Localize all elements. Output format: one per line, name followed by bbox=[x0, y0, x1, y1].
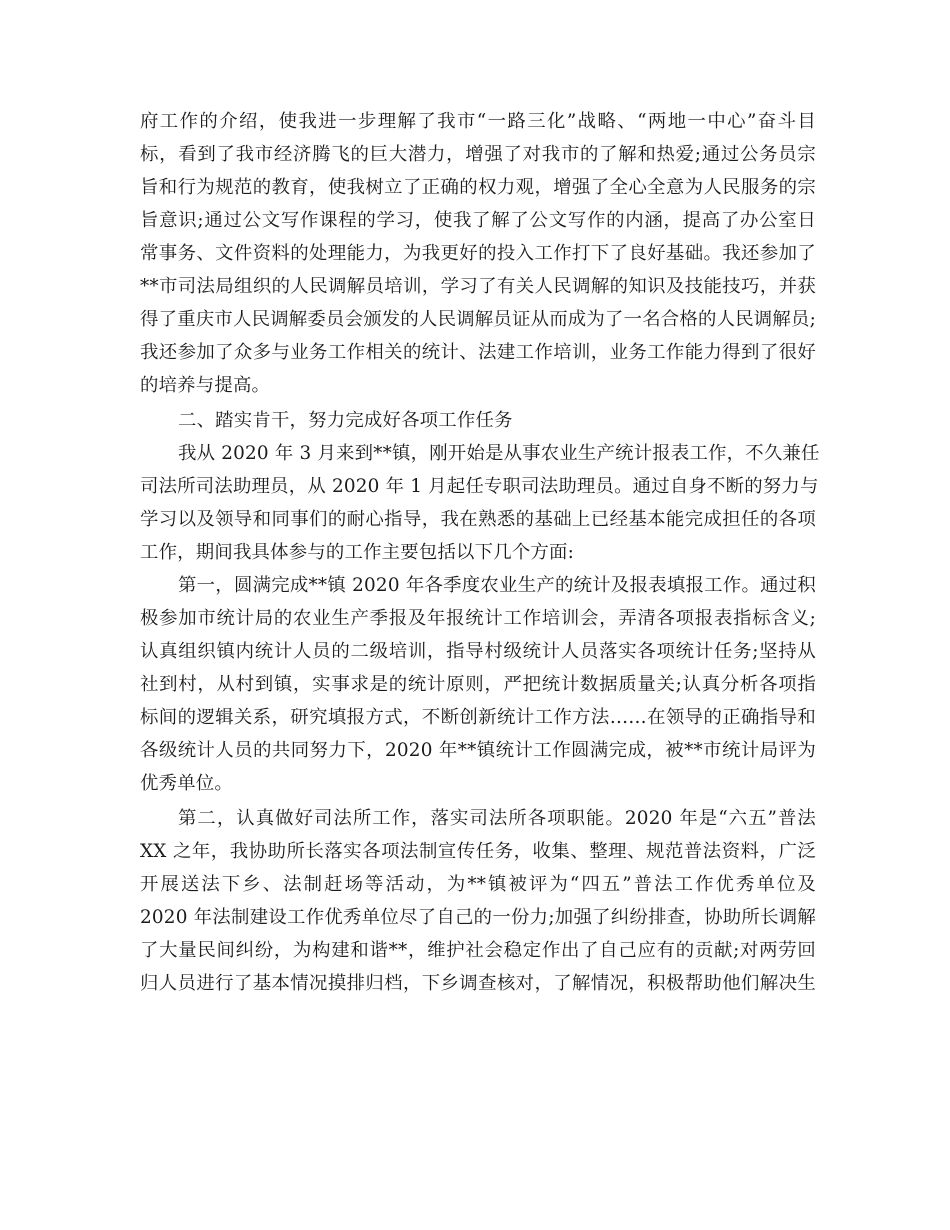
text-line: 归人员进行了基本情况摸排归档，下乡调查核对，了解情况，积极帮助他们解决生 bbox=[140, 973, 816, 994]
text-line: 学习以及领导和同事们的耐心指导，我在熟悉的基础上已经基本能完成担任的各项 bbox=[140, 509, 816, 530]
text-line: 常事务、文件资料的处理能力，为我更好的投入工作打下了良好基础。我还参加了 bbox=[140, 243, 816, 264]
text-line: 标间的逻辑关系，研究填报方式，不断创新统计工作方法……在领导的正确指导和 bbox=[140, 707, 816, 728]
text-line: 社到村，从村到镇，实事求是的统计原则，严把统计数据质量关;认真分析各项指 bbox=[140, 674, 816, 695]
document-body bbox=[140, 105, 820, 1000]
text-line: 认真组织镇内统计人员的二级培训，指导村级统计人员落实各项统计任务;坚持从 bbox=[140, 641, 816, 662]
text-line: 的培养与提高。 bbox=[140, 375, 271, 396]
text-line: 府工作的介绍，使我进一步理解了我市“一路三化”战略、“两地一中心”奋斗目 bbox=[140, 111, 816, 132]
paragraph-first-line: 第二，认真做好司法所工作，落实司法所各项职能。2020 年是“六五”普法 bbox=[178, 808, 816, 829]
text-line: 极参加市统计局的农业生产季报及年报统计工作培训会，弄清各项报表指标含义; bbox=[140, 608, 816, 629]
section-heading: 二、踏实肯干，努力完成好各项工作任务 bbox=[178, 410, 513, 431]
text-line: 开展送法下乡、法制赶场等活动，为**镇被评为“四五”普法工作优秀单位及 bbox=[140, 874, 816, 895]
text-line: 了大量民间纠纷，为构建和谐**，维护社会稳定作出了自己应有的贡献;对两劳回 bbox=[140, 940, 816, 961]
text-line: 我还参加了众多与业务工作相关的统计、法建工作培训，业务工作能力得到了很好 bbox=[140, 342, 816, 363]
text-line: 优秀单位。 bbox=[140, 773, 233, 794]
text-line: 司法所司法助理员，从 2020 年 1 月起任专职司法助理员。通过自身不断的努力与 bbox=[140, 476, 819, 497]
text-line: 2020 年法制建设工作优秀单位尽了自己的一份力;加强了纠纷排查，协助所长调解 bbox=[140, 907, 816, 928]
text-line: 标，看到了我市经济腾飞的巨大潜力，增强了对我市的了解和热爱;通过公务员宗 bbox=[140, 144, 816, 165]
text-line: 工作，期间我具体参与的工作主要包括以下几个方面: bbox=[140, 542, 574, 563]
text-line: 各级统计人员的共同努力下，2020 年**镇统计工作圆满完成，被**市统计局评为 bbox=[140, 740, 816, 761]
paragraph-first-line: 第一，圆满完成**镇 2020 年各季度农业生产的统计及报表填报工作。通过积 bbox=[178, 575, 816, 596]
text-line: XX 之年，我协助所长落实各项法制宣传任务，收集、整理、规范普法资料，广泛 bbox=[140, 841, 816, 862]
paragraph-first-line: 我从 2020 年 3 月来到**镇，刚开始是从事农业生产统计报表工作，不久兼任 bbox=[178, 443, 820, 464]
text-line: 得了重庆市人民调解委员会颁发的人民调解员证从而成为了一名合格的人民调解员; bbox=[140, 309, 816, 330]
text-line: 旨意识;通过公文写作课程的学习，使我了解了公文写作的内涵，提高了办公室日 bbox=[140, 210, 816, 231]
text-line: 旨和行为规范的教育，使我树立了正确的权力观，增强了全心全意为人民服务的宗 bbox=[140, 177, 816, 198]
text-line: **市司法局组织的人民调解员培训，学习了有关人民调解的知识及技能技巧，并获 bbox=[140, 276, 816, 297]
